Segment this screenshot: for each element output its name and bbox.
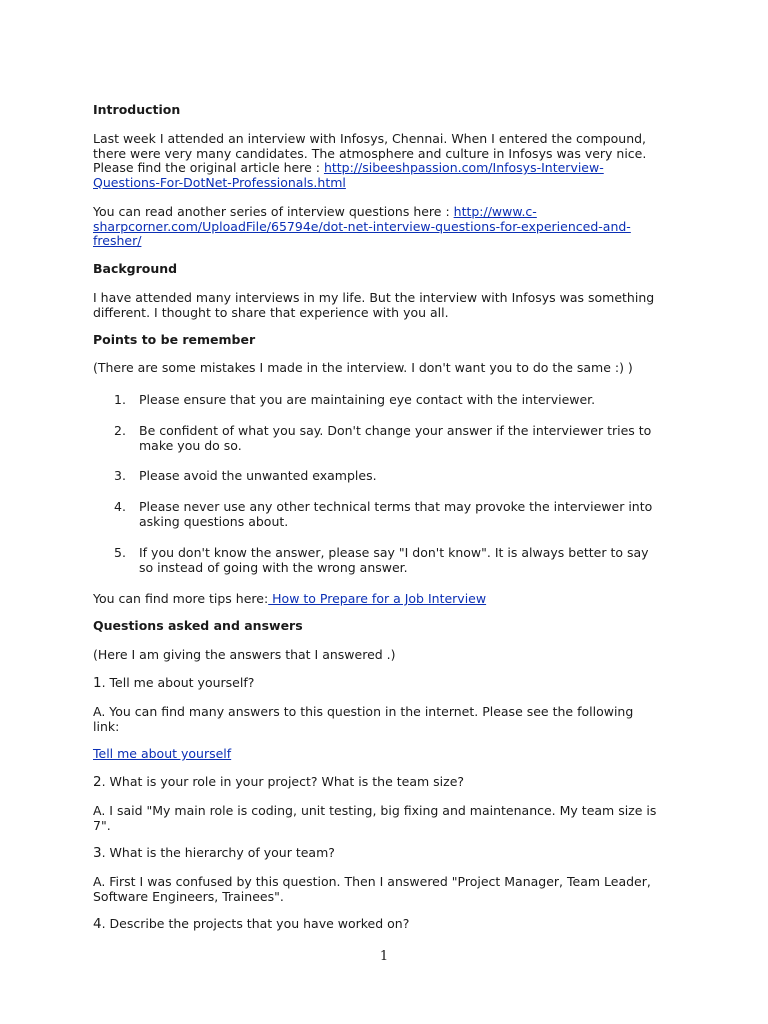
original-article-link[interactable]: http://sibeeshpassion.com/Infosys-Interview- [323, 160, 604, 176]
points-note: (There are some mistakes I made in the interview. I don't want you to do the same :) ) [93, 360, 633, 375]
intro-line-1: Last week I attended an interview with Infosys, Chennai. When I entered the compound, [93, 131, 647, 146]
list-item: If you don't know the answer, please say "I don't know". It is always better to say so instead of going with the wrong answer. [139, 545, 649, 575]
intro-line-3: Please find the original article here : [93, 160, 324, 176]
question-number: 3 [93, 845, 102, 861]
heading-background: Background [93, 261, 178, 276]
another-series-text: You can read another series of interview questions here : [93, 204, 454, 219]
list-number: 3. [114, 468, 126, 483]
heading-points: Points to be remember [93, 332, 256, 347]
job-interview-link[interactable]: How to Prepare for a Job Interview [268, 591, 487, 606]
tips-text: You can find more tips here: [93, 591, 269, 606]
list-number: 5. [114, 545, 126, 560]
list-item: Please avoid the unwanted examples. [139, 468, 377, 483]
answer-3: A. First I was confused by this question. Then I answered "Project Manager, Team Leader, Software Engineers, Trainees". [93, 874, 651, 904]
tips-paragraph [93, 592, 683, 607]
intro-line-2: there were very many candidates. The atmosphere and culture in Infosys was very nice. [93, 145, 647, 161]
question-3: 3. What is the hierarchy of your team? [93, 845, 335, 861]
question-number: 2 [93, 774, 102, 790]
answer-2: A. I said "My main role is coding, unit testing, big fixing and maintenance. My team size is 7". [93, 803, 657, 833]
answer-1-link-paragraph [93, 747, 683, 762]
background-line-2: different. I thought to share that experience with you all. [93, 304, 449, 320]
question-number: 1 [93, 675, 102, 691]
original-article-link-cont[interactable]: Questions-For-DotNet-Professionals.html [93, 174, 346, 190]
heading-introduction: Introduction [93, 102, 181, 117]
list-item: Please never use any other technical terms that may provoke the interviewer into asking questions about. [139, 499, 653, 529]
question-1: 1. Tell me about yourself? [93, 675, 255, 691]
list-item: Be confident of what you say. Don't change your answer if the interviewer tries to make you do so. [139, 423, 652, 453]
page-number: 1 [379, 949, 389, 964]
list-number: 2. [114, 423, 126, 438]
heading-questions: Questions asked and answers [93, 618, 303, 633]
question-number: 4 [93, 916, 102, 932]
qa-note: (Here I am giving the answers that I answered .) [93, 647, 396, 662]
intro-paragraph [93, 132, 683, 190]
question-4: 4. Describe the projects that you have worked on? [93, 916, 410, 932]
background-line-1: I have attended many interviews in my life. But the interview with Infosys was something [93, 290, 655, 305]
csharpcorner-link-end[interactable]: fresher/ [93, 233, 142, 249]
background-paragraph [93, 291, 683, 320]
answer-1: A. You can find many answers to this question in the internet. Please see the following link: [93, 704, 634, 734]
another-series-paragraph [93, 205, 683, 249]
list-number: 4. [114, 499, 126, 514]
csharpcorner-link-cont[interactable]: sharpcorner.com/UploadFile/65794e/dot-net-interview-questions-for-experienced-and- [93, 218, 631, 234]
list-number: 1. [114, 392, 126, 407]
csharpcorner-link[interactable]: http://www.c- [453, 204, 537, 219]
list-item: Please ensure that you are maintaining eye contact with the interviewer. [139, 392, 596, 407]
tell-me-about-yourself-link[interactable]: Tell me about yourself [93, 746, 232, 761]
question-2: 2. What is your role in your project? What is the team size? [93, 774, 465, 790]
